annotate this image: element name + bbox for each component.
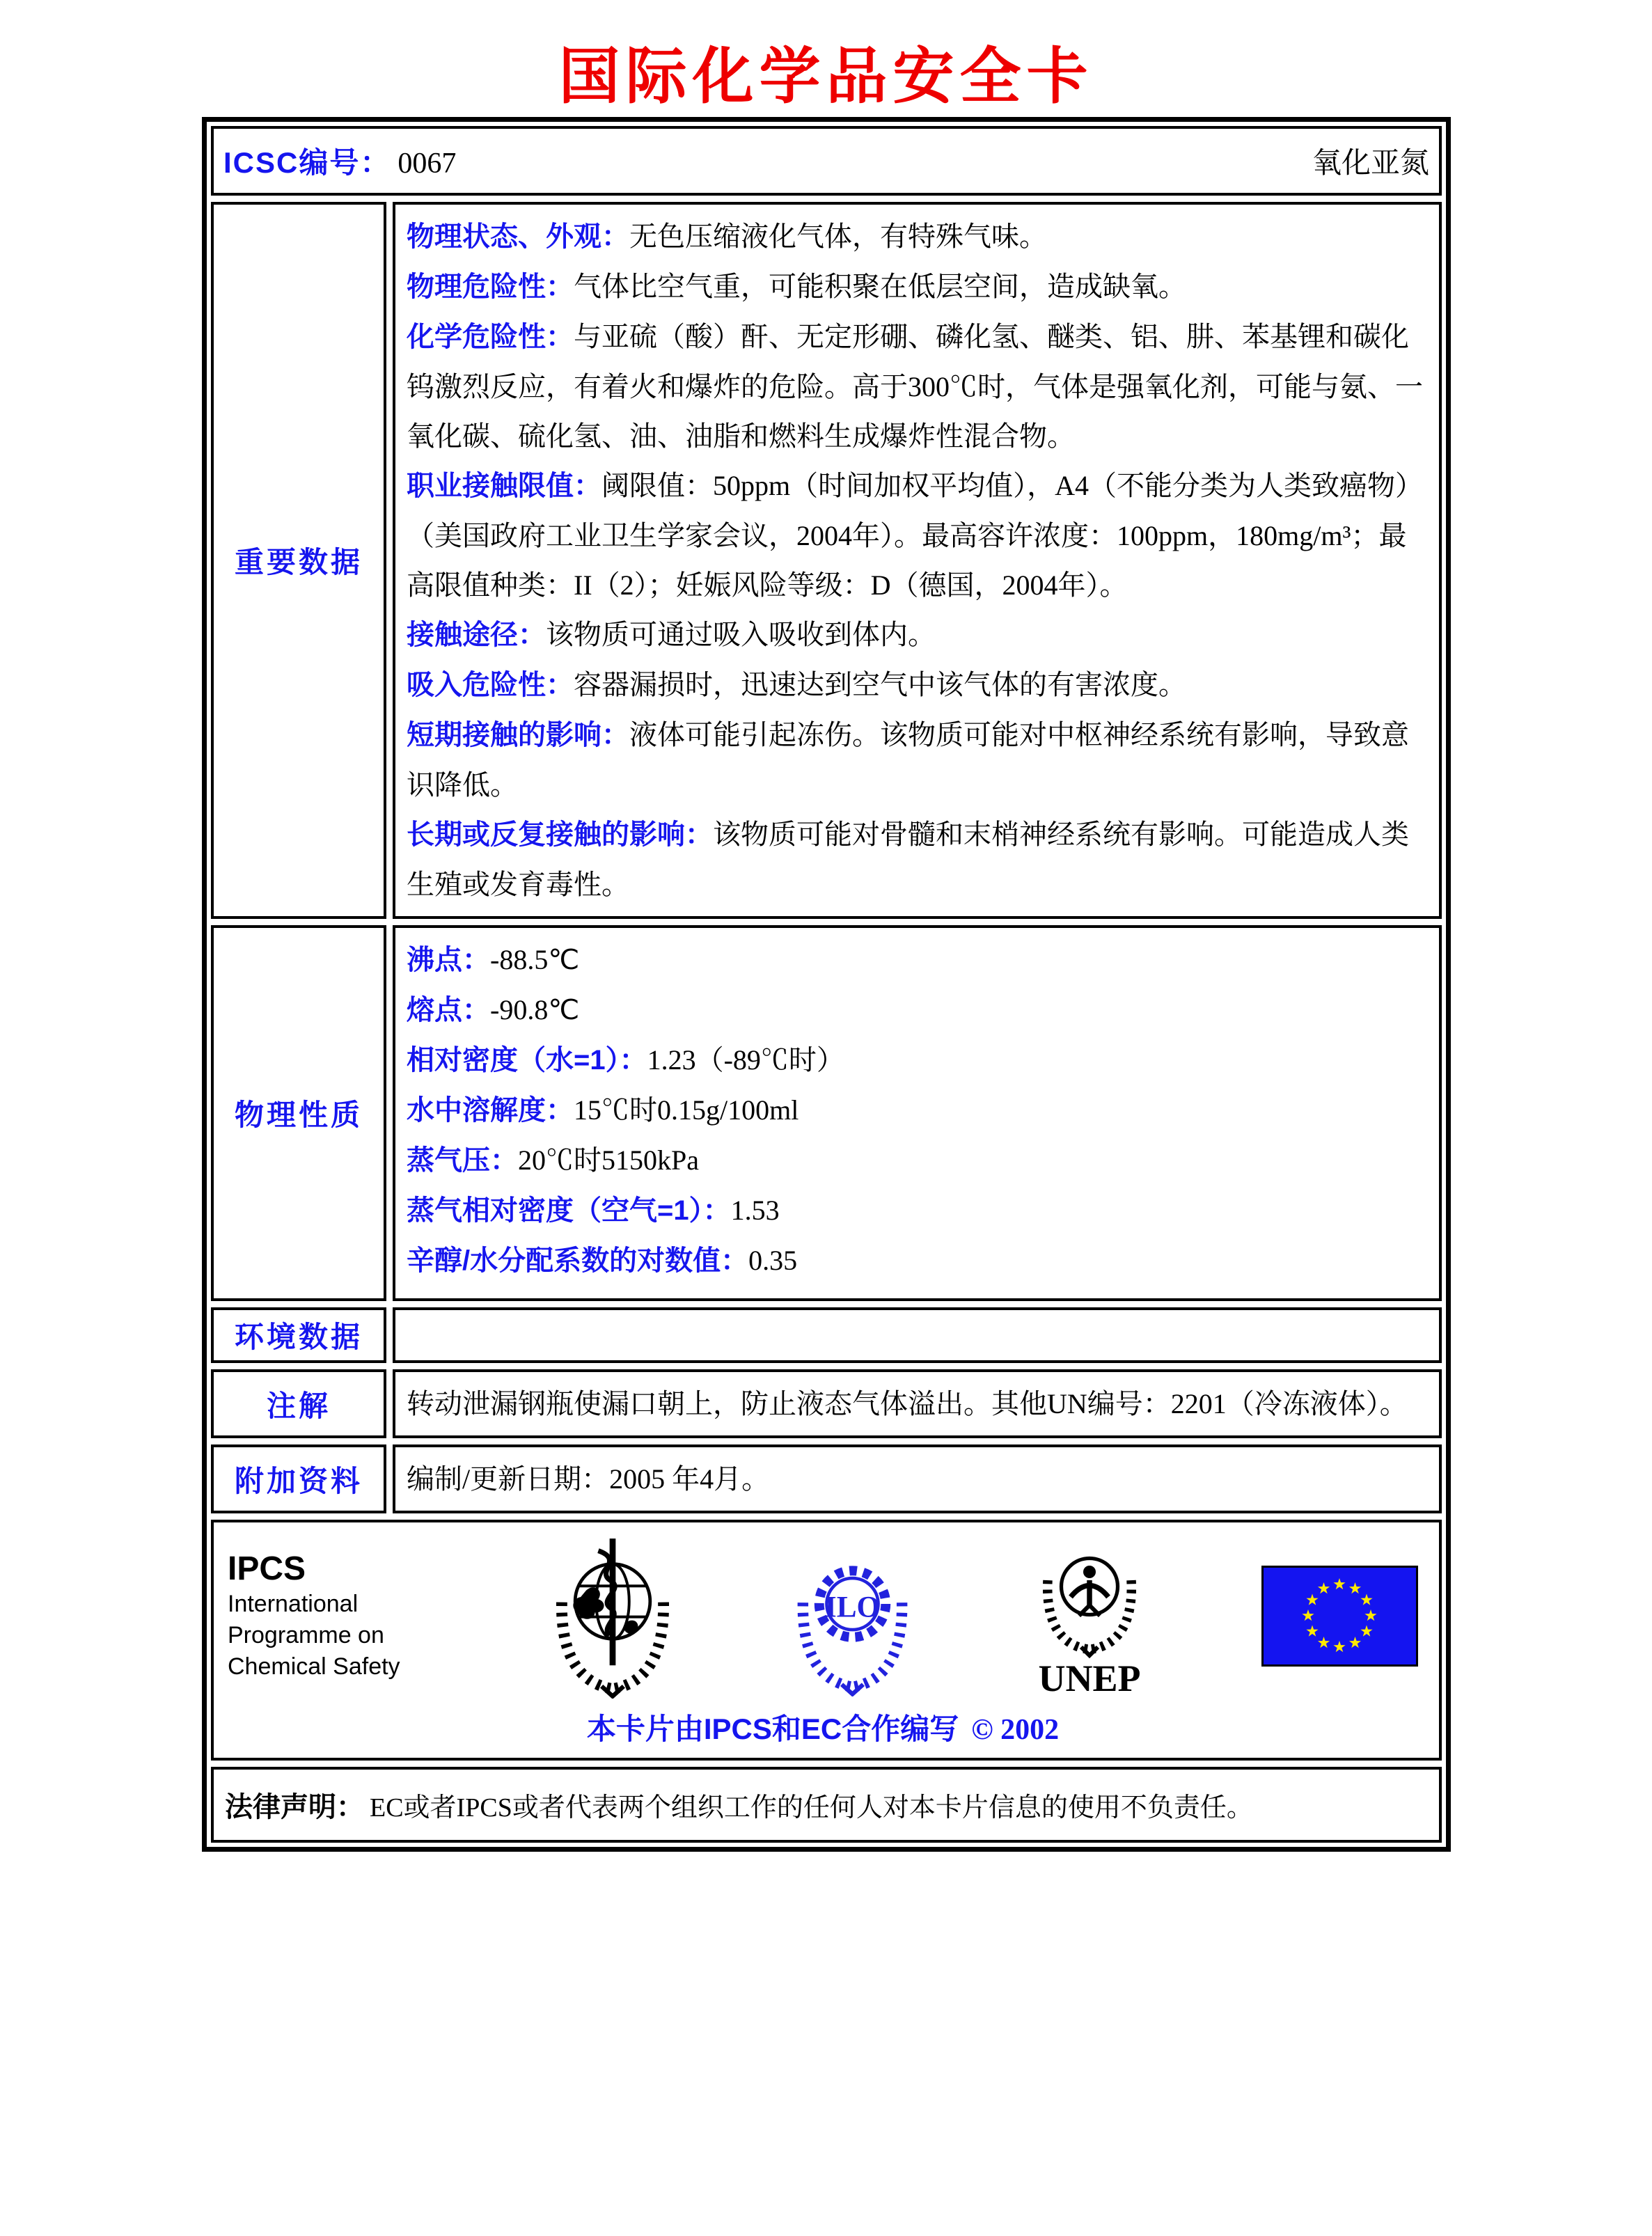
ilo-emblem-icon: [788, 1535, 917, 1696]
field-text: 1.53: [730, 1195, 780, 1226]
field-row: [407, 1135, 1428, 1186]
icsc-number-group: [223, 140, 456, 182]
field-text: 15℃时0.15g/100ml: [574, 1094, 799, 1126]
ipcs-title: IPCS: [228, 1550, 306, 1587]
field-row: [407, 1379, 1428, 1428]
field-text: 液体可能引起冻伤。该物质可能对中枢神经系统有影响，导致意识降低。: [407, 719, 1409, 801]
field-text: 1.23（-89℃时）: [647, 1044, 844, 1076]
footer-copyright: © 2002: [971, 1714, 1060, 1746]
icsc-number-label: ICSC编号：: [223, 146, 391, 179]
logos-cell: [211, 1520, 1442, 1761]
logos-strip: [228, 1532, 1418, 1699]
field-label: 熔点：: [407, 995, 490, 1025]
section-content-important-data: [393, 202, 1442, 919]
field-label: 沸点：: [407, 945, 490, 975]
field-row: [407, 985, 1428, 1035]
section-row-physical-properties: [211, 925, 1442, 1301]
header-row: [211, 126, 1442, 196]
field-text: 与亚硫（酸）酐、无定形硼、磷化氢、醚类、铝、肼、苯基锂和碳化钨激烈反应，有着火和爆炸的危险。高于300℃时，气体是强氧化剂，可能与氨、一氧化碳、硫化氢、油、油脂和燃料生成爆炸性混合物。: [407, 321, 1423, 452]
field-row: [407, 1035, 1428, 1085]
eu-flag-icon: [1261, 1566, 1418, 1667]
field-text: 20℃时5150kPa: [518, 1144, 699, 1176]
ipcs-line-1: International: [228, 1590, 359, 1617]
ipcs-line-2: Programme on: [228, 1621, 384, 1648]
field-label: 化学危险性：: [407, 322, 574, 352]
field-row: [407, 1186, 1428, 1236]
chemical-name: 氧化亚氮: [1312, 148, 1429, 180]
ilo-letters: ILO: [824, 1591, 881, 1624]
field-label: 相对密度（水=1）：: [407, 1045, 647, 1076]
ipcs-line-3: Chemical Safety: [228, 1653, 400, 1680]
field-row: [407, 1236, 1428, 1286]
section-label-additional-information: 附加资料: [211, 1444, 386, 1513]
field-row: [407, 610, 1428, 660]
section-content-notes: [393, 1369, 1442, 1438]
field-label: 蒸气相对密度（空气=1）：: [407, 1195, 731, 1226]
logos-row: [211, 1520, 1442, 1761]
field-row: [407, 660, 1428, 710]
field-label: 吸入危险性：: [407, 670, 574, 700]
section-row-important-data: [211, 202, 1442, 919]
field-text: 编制/更新日期：2005 年4月。: [407, 1463, 770, 1495]
field-row: [407, 1085, 1428, 1135]
section-content-additional-information: [393, 1444, 1442, 1513]
footer-caption-text: 本卡片由IPCS和EC合作编写: [586, 1713, 959, 1745]
field-text: 容器漏损时，迅速达到空气中该气体的有害浓度。: [574, 669, 1186, 700]
field-label: 水中溶解度：: [407, 1095, 574, 1126]
section-content-environmental-data: [393, 1307, 1442, 1363]
ipcs-text-block: [228, 1550, 436, 1683]
legal-row: [211, 1767, 1442, 1843]
field-text: 无色压缩液化气体，有特殊气味。: [629, 221, 1047, 252]
legal-cell: [211, 1767, 1442, 1843]
field-label: 辛醇/水分配系数的对数值：: [407, 1245, 749, 1276]
footer-caption: [228, 1706, 1418, 1748]
icsc-number-value: 0067: [398, 148, 457, 180]
section-row-environmental-data: [211, 1307, 1442, 1363]
field-label: 物理状态、外观：: [407, 221, 629, 252]
field-text: 阈限值：50ppm（时间加权平均值），A4（不能分类为人类致癌物）（美国政府工业卫生学家会议，2004年）。最高容许浓度：100ppm，180mg/m³；最高限值种类：II（2）；妊娠风险等级：D（德国，2004年）。: [407, 470, 1423, 601]
field-label: 短期接触的影响：: [407, 720, 629, 750]
field-text: 转动泄漏钢瓶使漏口朝上，防止液态气体溢出。其他UN编号：2201（冷冻液体）。: [407, 1388, 1408, 1419]
field-row: [407, 212, 1428, 262]
field-row: [407, 461, 1428, 610]
unep-letters: UNEP: [1038, 1658, 1140, 1699]
section-row-notes: [211, 1369, 1442, 1438]
page-title: 国际化学品安全卡: [558, 44, 1094, 111]
field-label: 接触途径：: [407, 620, 546, 650]
section-label-notes: 注解: [211, 1369, 386, 1438]
section-content-physical-properties: [393, 925, 1442, 1301]
header-cell: [211, 126, 1442, 196]
field-text: 该物质可通过吸入吸收到体内。: [546, 619, 936, 650]
field-text: 该物质可能对骨髓和末梢神经系统有影响。可能造成人类生殖或发育毒性。: [407, 819, 1409, 900]
field-label: 职业接触限值：: [407, 471, 601, 501]
field-label: 长期或反复接触的影响：: [407, 819, 713, 850]
section-label-physical-properties: 物理性质: [211, 925, 386, 1301]
section-label-environmental-data: 环境数据: [211, 1307, 386, 1363]
icsc-card-table: [202, 117, 1451, 1852]
field-row: [407, 262, 1428, 312]
field-text: 0.35: [748, 1245, 798, 1276]
field-text: -90.8℃: [490, 994, 580, 1025]
field-text: 气体比空气重，可能积聚在低层空间，造成缺氧。: [574, 271, 1186, 302]
legal-notice-text: EC或者IPCS或者代表两个组织工作的任何人对本卡片信息的使用不负责任。: [370, 1793, 1253, 1822]
field-row: [407, 935, 1428, 985]
field-label: 物理危险性：: [407, 271, 574, 302]
legal-notice-label: 法律声明：: [225, 1792, 364, 1822]
unep-emblem-icon: [1027, 1532, 1152, 1699]
field-label: 蒸气压：: [407, 1145, 518, 1176]
section-row-additional-information: [211, 1444, 1442, 1513]
field-text: -88.5℃: [490, 944, 580, 975]
field-row: [407, 312, 1428, 461]
section-label-important-data: 重要数据: [211, 202, 386, 919]
who-emblem-icon: [546, 1533, 679, 1699]
field-row: [407, 1454, 1428, 1504]
field-row: [407, 710, 1428, 810]
field-row: [407, 810, 1428, 909]
